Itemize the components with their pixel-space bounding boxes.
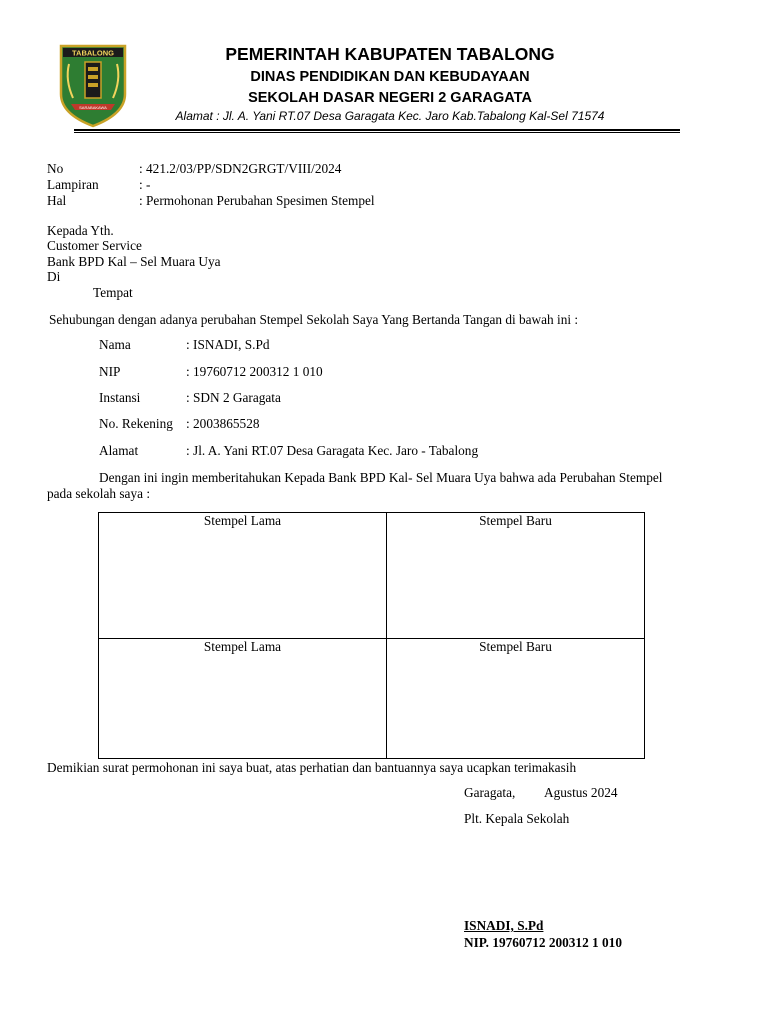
logo-ribbon-text: SARABAKAWA: [79, 104, 107, 110]
letterhead-address: Alamat : Jl. A. Yani RT.07 Desa Garagata Kec. Jaro Kab.Tabalong Kal-Sel 71574: [175, 109, 605, 123]
regency-logo: [57, 42, 129, 128]
detail-value-rekening: : 2003865528: [186, 416, 260, 431]
stamp-cell-label: Stempel Lama: [203, 513, 282, 528]
signatory-nip: NIP. 19760712 200312 1 010: [464, 935, 622, 950]
lampiran-value: : -: [139, 177, 151, 192]
detail-value-alamat: : Jl. A. Yani RT.07 Desa Garagata Kec. Jaro - Tabalong: [186, 443, 479, 458]
letterhead-school: SEKOLAH DASAR NEGERI 2 GARAGATA: [248, 90, 532, 106]
no-value: : 421.2/03/PP/SDN2GRGT/VIII/2024: [139, 161, 342, 176]
no-label: No: [47, 161, 64, 176]
stamp-cell-label: Stempel Baru: [479, 513, 552, 528]
hal-label: Hal: [47, 193, 67, 208]
recipient-greeting: Kepada Yth.: [47, 223, 114, 238]
detail-value-instansi: : SDN 2 Garagata: [186, 390, 281, 405]
logo-text: TABALONG: [72, 48, 114, 58]
lampiran-label: Lampiran: [47, 177, 99, 192]
stamp-cell-label: Stempel Lama: [203, 639, 282, 654]
intro-paragraph: Sehubungan dengan adanya perubahan Stempel Sekolah Saya Yang Bertanda Tangan di bawah ini :: [49, 312, 579, 327]
detail-label-rekening: No. Rekening: [99, 416, 173, 431]
recipient-place: Tempat: [93, 285, 133, 300]
stamp-cell-old-1: [99, 513, 387, 639]
signatory-name: ISNADI, S.Pd: [464, 918, 544, 933]
stamp-cell-old-2: [99, 639, 387, 759]
detail-label-instansi: Instansi: [99, 390, 141, 405]
detail-label-alamat: Alamat: [99, 443, 139, 458]
letterhead-rule-thin: [74, 132, 680, 133]
letterhead-government: PEMERINTAH KABUPATEN TABALONG: [225, 44, 555, 64]
recipient-role: Customer Service: [47, 238, 142, 253]
recipient-bank: Bank BPD Kal – Sel Muara Uya: [47, 254, 221, 269]
stamp-cell-label: Stempel Baru: [479, 639, 552, 654]
closing-paragraph: Demikian surat permohonan ini saya buat, atas perhatian dan bantuannya saya ucapkan terimakasih: [47, 760, 577, 775]
signature-position: Plt. Kepala Sekolah: [464, 811, 570, 826]
hal-value: : Permohonan Perubahan Spesimen Stempel: [139, 193, 375, 208]
detail-label-nip: NIP: [99, 364, 121, 379]
notice-paragraph-line2: pada sekolah saya :: [47, 486, 151, 501]
letterhead-rule-thick: [74, 129, 680, 131]
detail-label-nama: Nama: [99, 337, 131, 352]
detail-value-nip: : 19760712 200312 1 010: [186, 364, 323, 379]
detail-value-nama: : ISNADI, S.Pd: [186, 337, 270, 352]
stamp-cell-new-1: [387, 513, 645, 639]
recipient-di: Di: [47, 269, 61, 284]
letterhead-department: DINAS PENDIDIKAN DAN KEBUDAYAAN: [250, 69, 530, 85]
signature-date: Agustus 2024: [544, 785, 618, 800]
signature-place: Garagata,: [464, 785, 516, 800]
stamp-specimen-table: [98, 512, 645, 759]
notice-paragraph-line1: Dengan ini ingin memberitahukan Kepada Bank BPD Kal- Sel Muara Uya bahwa ada Perubahan Stempel: [99, 470, 663, 485]
stamp-cell-new-2: [387, 639, 645, 759]
